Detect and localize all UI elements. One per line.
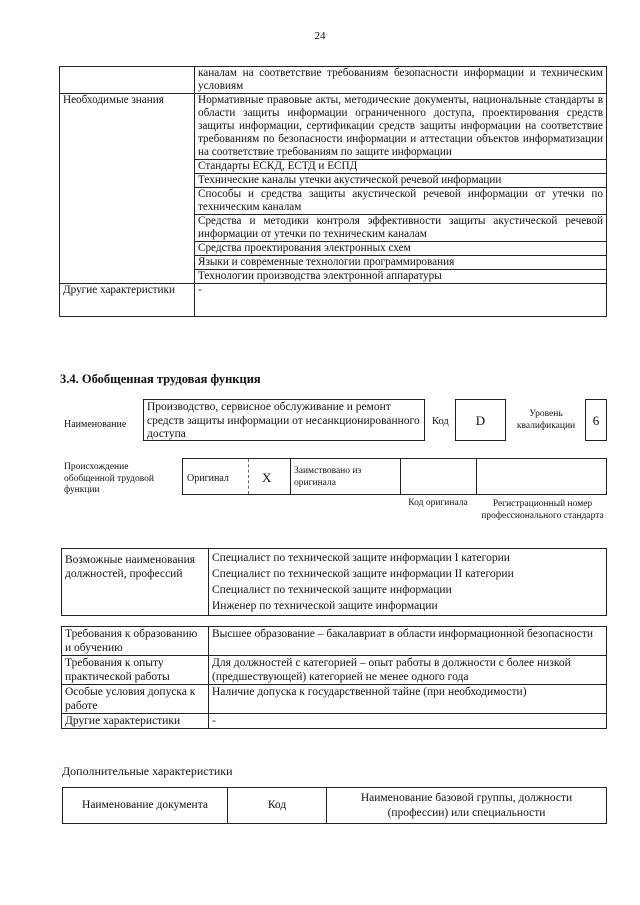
row-value: Средства проектирования электронных схем: [195, 242, 607, 256]
positions-list: [209, 549, 607, 616]
origin-label: Происхождение обобщенной трудовой функции: [64, 462, 154, 495]
divider: [248, 459, 249, 494]
row-value: каналам на соответствие требованиям безопасности информации и техническим условиям: [195, 67, 607, 94]
positions-label: Возможные наименования должностей, профессий: [62, 549, 209, 616]
divider: [400, 458, 401, 495]
list-item: Специалист по технической защите информации II категории: [212, 568, 514, 580]
row-label: Требования к опыту практической работы: [62, 656, 209, 685]
requirements-table: [61, 626, 607, 729]
code-original-caption: Код оригинала: [408, 498, 468, 508]
row-value: Языки и современные технологии программирования: [195, 256, 607, 270]
name-label: Наименование: [64, 419, 127, 430]
table-row: [60, 67, 607, 94]
code-label: Код: [432, 416, 449, 427]
page-number: 24: [314, 30, 326, 42]
name-value: Производство, сервисное обслуживание и ремонт средств защиты информации от несанкционированного доступа: [143, 399, 425, 441]
extra-table: [62, 787, 607, 824]
list-item: Специалист по технической защите информации I категории: [212, 552, 510, 564]
divider: [290, 458, 291, 495]
table-row: [62, 714, 607, 729]
table-row: [60, 94, 607, 160]
row-value: -: [209, 714, 607, 729]
header-cell: Наименование базовой группы, должности (профессии) или специальности: [327, 788, 607, 824]
header-cell: Код: [228, 788, 327, 824]
code-value: D: [455, 399, 506, 441]
row-label: Особые условия допуска к работе: [62, 685, 209, 714]
row-value: Средства и методики контроля эффективности защиты акустической речевой информации от утечки по техническим каналам: [195, 215, 607, 242]
positions-table: [61, 548, 607, 616]
row-label: Требования к образованию и обучению: [62, 627, 209, 656]
extra-title: Дополнительные характеристики: [62, 764, 233, 778]
borrowed-label: Заимствовано из оригинала: [294, 466, 362, 488]
level-value: 6: [585, 399, 607, 441]
row-label: [60, 67, 195, 94]
row-value: Технологии производства электронной аппаратуры: [195, 270, 607, 284]
table-row: [60, 284, 607, 317]
reg-number-caption: Регистрационный номер профессионального стандарта: [481, 499, 604, 521]
table-row: [63, 788, 607, 824]
section-title: 3.4. Обобщенная трудовая функция: [60, 372, 261, 386]
row-value: Высшее образование – бакалавриат в области информационной безопасности: [209, 627, 607, 656]
list-item: Специалист по технической защите информации: [212, 584, 452, 596]
list-item: Инженер по технической защите информации: [212, 600, 438, 612]
row-label: Другие характеристики: [60, 284, 195, 317]
level-label: Уровень квалификации: [516, 409, 576, 431]
original-mark: X: [262, 470, 272, 485]
row-value: Технические каналы утечки акустической речевой информации: [195, 174, 607, 188]
row-value: Нормативные правовые акты, методические документы, национальные стандарты в области защиты информации ограниченного доступа, проектирования средств защиты информации, сертификации средств защиты информации на соответствие требованиям по безопасности информации и аттестации объектов информатизации на соответствие требованиям по защите информации: [195, 94, 607, 160]
row-value: -: [195, 284, 607, 317]
row-label: Другие характеристики: [62, 714, 209, 729]
table-row: [62, 627, 607, 656]
row-value: Для должностей с категорией – опыт работы в должности с более низкой (предшествующей) категорией не менее одного года: [209, 656, 607, 685]
original-label: Оригинал: [187, 473, 229, 484]
table-row: [62, 685, 607, 714]
row-value: Способы и средства защиты акустической речевой информации от утечки по техническим каналам: [195, 188, 607, 215]
header-cell: Наименование документа: [63, 788, 228, 824]
table-row: [62, 549, 607, 616]
row-label: Необходимые знания: [60, 94, 195, 284]
table-row: [62, 656, 607, 685]
row-value: Стандарты ЕСКД, ЕСТД и ЕСПД: [195, 160, 607, 174]
knowledge-table: [59, 66, 607, 317]
row-value: Наличие допуска к государственной тайне (при необходимости): [209, 685, 607, 714]
divider: [476, 458, 477, 495]
